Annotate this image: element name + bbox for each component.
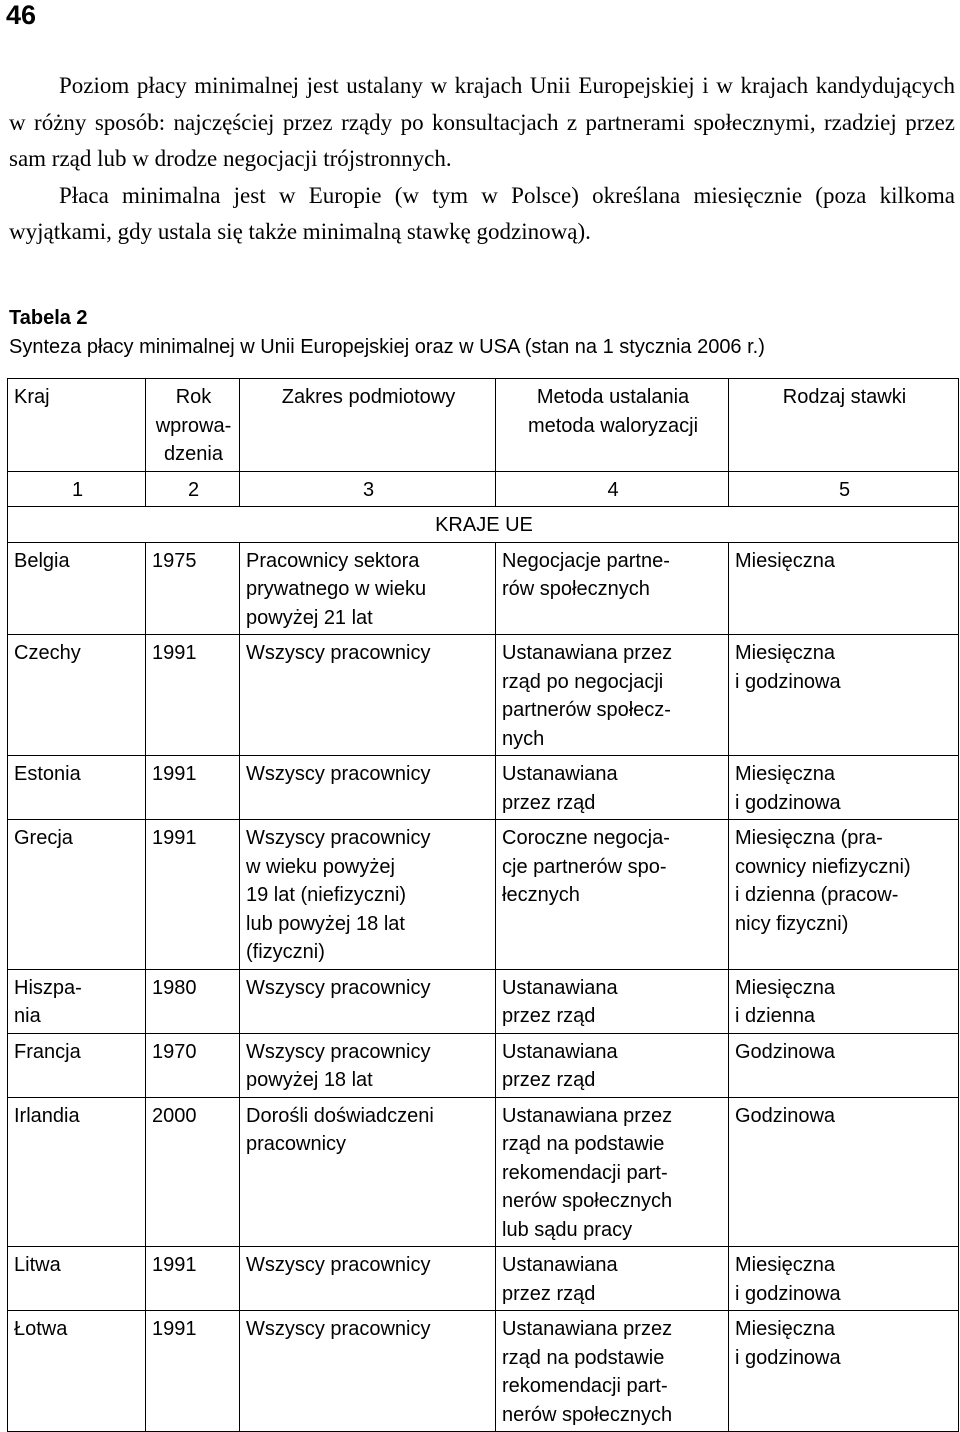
body-text — [9, 68, 955, 251]
cell-rate — [729, 542, 959, 635]
cell-line: lub powyżej 18 lat — [246, 912, 405, 935]
cell-line: Miesięczna — [735, 976, 836, 999]
cell-method — [496, 969, 729, 1033]
table-header-row — [8, 379, 959, 472]
cell-line: Wszyscy pracownicy — [246, 976, 431, 999]
cell-line: rów społecznych — [502, 578, 650, 600]
cell-line: nicy fizyczni) — [735, 912, 849, 935]
cell-country — [8, 756, 146, 820]
cell-year: 2000 — [146, 1097, 240, 1247]
cell-line: Miesięczna — [735, 763, 836, 785]
cell-country — [8, 542, 146, 635]
cell-line: Dorośli doświadczeni — [246, 1104, 434, 1127]
cell-line: Kraj — [14, 386, 50, 408]
table-row — [8, 542, 959, 635]
cell-line: Miesięczna — [735, 1318, 836, 1340]
cell-country — [8, 635, 146, 756]
column-number: 4 — [496, 471, 729, 507]
cell-line: Rok — [175, 386, 212, 408]
cell-line: i godzinowa — [735, 791, 841, 814]
cell-line: przez rząd — [502, 791, 596, 814]
cell-line: rząd po negocjacji — [502, 670, 664, 693]
cell-line: Estonia — [14, 763, 81, 785]
cell-line: partnerów społecz- — [502, 699, 671, 721]
cell-line: Wszyscy pracownicy — [246, 1318, 431, 1340]
cell-scope — [240, 820, 496, 970]
page-number: 46 — [6, 0, 37, 30]
header-country — [8, 379, 146, 472]
cell-method — [496, 542, 729, 635]
cell-rate — [729, 635, 959, 756]
cell-method — [496, 1311, 729, 1432]
table-caption: Synteza płacy minimalnej w Unii Europejskiej oraz w USA (stan na 1 stycznia 2006 r.) — [9, 336, 765, 358]
cell-line: Miesięczna — [735, 549, 836, 572]
cell-country — [8, 1097, 146, 1247]
paragraph: Poziom płacy minimalnej jest ustalany w krajach Unii Europejskiej i w krajach kandydujących w różny sposób: najczęściej przez rządy po konsultacjach z partnerami społecznymi, rzadziej przez sam rząd lub w drodze negocjacji trójstronnych. — [9, 73, 955, 171]
cell-method — [496, 820, 729, 970]
cell-line: Negocjacje partne- — [502, 549, 670, 572]
section-heading: KRAJE UE — [8, 507, 959, 543]
cell-country — [8, 1247, 146, 1311]
table-row — [8, 1033, 959, 1097]
table-row — [8, 756, 959, 820]
cell-country — [8, 969, 146, 1033]
cell-method — [496, 635, 729, 756]
cell-line: nia — [14, 1005, 41, 1027]
table-row — [8, 820, 959, 970]
cell-line: przez rząd — [502, 1282, 596, 1305]
cell-line: Miesięczna (pra- — [735, 827, 883, 849]
cell-line: Rodzaj stawki — [782, 386, 907, 408]
column-number: 2 — [146, 471, 240, 507]
cell-line: Belgia — [14, 549, 70, 572]
cell-year: 1980 — [146, 969, 240, 1033]
cell-line: nych — [502, 727, 545, 750]
cell-line: powyżej 21 lat — [246, 606, 373, 629]
cell-method — [496, 1097, 729, 1247]
cell-scope — [240, 1097, 496, 1247]
cell-line: i dzienna — [735, 1005, 816, 1027]
cell-scope — [240, 756, 496, 820]
cell-line: (fizyczni) — [246, 941, 325, 963]
cell-line: wprowa- — [155, 414, 232, 437]
cell-year: 1991 — [146, 756, 240, 820]
cell-line: Wszyscy pracownicy — [246, 642, 431, 664]
cell-line: Ustanawiana przez — [502, 642, 673, 664]
cell-line: 19 lat (niefizyczni) — [246, 884, 407, 906]
cell-line: powyżej 18 lat — [246, 1069, 373, 1091]
cell-rate — [729, 1247, 959, 1311]
cell-line: łecznych — [502, 884, 580, 906]
cell-year: 1991 — [146, 820, 240, 970]
cell-line: Wszyscy pracownicy — [246, 763, 431, 785]
column-number-row — [8, 471, 959, 507]
cell-method — [496, 1033, 729, 1097]
cell-line: Miesięczna — [735, 1254, 836, 1276]
column-number: 5 — [729, 471, 959, 507]
cell-line: Hiszpa- — [14, 976, 82, 999]
cell-line: Wszyscy pracownicy — [246, 827, 431, 849]
cell-line: przez rząd — [502, 1069, 596, 1091]
table-row — [8, 635, 959, 756]
cell-line: Irlandia — [14, 1104, 80, 1127]
cell-scope — [240, 542, 496, 635]
cell-line: Wszyscy pracownicy — [246, 1040, 431, 1063]
cell-line: cownicy niefizyczni) — [735, 855, 911, 878]
cell-line: i godzinowa — [735, 1282, 841, 1305]
table-row — [8, 1097, 959, 1247]
cell-rate — [729, 820, 959, 970]
cell-line: rekomendacji part- — [502, 1161, 668, 1184]
cell-line: Ustanawiana — [502, 1254, 618, 1276]
cell-line: Ustanawiana przez — [502, 1318, 673, 1340]
cell-line: rząd na podstawie — [502, 1346, 665, 1369]
cell-rate — [729, 756, 959, 820]
cell-line: cje partnerów spo- — [502, 855, 667, 878]
cell-year: 1991 — [146, 1311, 240, 1432]
cell-line: Ustanawiana — [502, 976, 618, 999]
cell-line: Zakres podmiotowy — [281, 386, 456, 408]
table-row — [8, 1247, 959, 1311]
cell-line: Ustanawiana przez — [502, 1104, 673, 1127]
cell-line: Pracownicy sektora — [246, 549, 420, 572]
cell-line: rząd na podstawie — [502, 1133, 665, 1155]
cell-line: Łotwa — [14, 1318, 68, 1340]
cell-country — [8, 1311, 146, 1432]
cell-line: Ustanawiana — [502, 1040, 618, 1063]
cell-line: Ustanawiana — [502, 763, 618, 785]
cell-line: przez rząd — [502, 1005, 596, 1027]
cell-line: Litwa — [14, 1254, 61, 1276]
cell-year: 1991 — [146, 635, 240, 756]
header-method — [496, 379, 729, 472]
table-label: Tabela 2 — [9, 307, 88, 329]
cell-country — [8, 820, 146, 970]
cell-scope — [240, 1033, 496, 1097]
cell-line: w wieku powyżej — [246, 855, 395, 878]
cell-rate — [729, 1311, 959, 1432]
minimum-wage-table — [7, 378, 959, 1432]
cell-rate — [729, 969, 959, 1033]
cell-line: Miesięczna — [735, 642, 836, 664]
header-rate — [729, 379, 959, 472]
cell-line: Wszyscy pracownicy — [246, 1254, 431, 1276]
cell-method — [496, 1247, 729, 1311]
cell-line: i dzienna (pracow- — [735, 884, 899, 906]
cell-country — [8, 1033, 146, 1097]
column-number: 3 — [240, 471, 496, 507]
cell-line: i godzinowa — [735, 1346, 841, 1369]
cell-scope — [240, 1311, 496, 1432]
cell-line: nerów społecznych — [502, 1403, 673, 1426]
header-year — [146, 379, 240, 472]
table-row — [8, 969, 959, 1033]
cell-line: dzenia — [164, 443, 223, 465]
cell-scope — [240, 635, 496, 756]
table-row — [8, 1311, 959, 1432]
cell-rate — [729, 1097, 959, 1247]
cell-line: pracownicy — [246, 1133, 347, 1155]
cell-line: Godzinowa — [735, 1104, 836, 1127]
cell-year: 1975 — [146, 542, 240, 635]
cell-method — [496, 756, 729, 820]
cell-line: prywatnego w wieku — [246, 578, 427, 600]
cell-line: Coroczne negocja- — [502, 827, 670, 849]
cell-year: 1991 — [146, 1247, 240, 1311]
cell-line: nerów społecznych — [502, 1190, 673, 1212]
cell-line: rekomendacji part- — [502, 1375, 668, 1397]
cell-line: Metoda ustalania — [536, 386, 690, 408]
cell-year: 1970 — [146, 1033, 240, 1097]
column-number: 1 — [8, 471, 146, 507]
cell-line: Francja — [14, 1040, 81, 1063]
cell-line: lub sądu pracy — [502, 1218, 633, 1241]
cell-line: i godzinowa — [735, 670, 841, 693]
cell-line: metoda waloryzacji — [527, 414, 699, 437]
paragraph: Płaca minimalna jest w Europie (w tym w Polsce) określana miesięcznie (poza kilkoma wyjątkami, gdy ustala się także minimalną stawkę godzinową). — [9, 182, 955, 244]
cell-scope — [240, 969, 496, 1033]
header-scope — [240, 379, 496, 472]
cell-rate — [729, 1033, 959, 1097]
cell-line: Grecja — [14, 827, 73, 849]
section-row — [8, 507, 959, 543]
cell-line: Godzinowa — [735, 1040, 836, 1063]
cell-line: Czechy — [14, 642, 81, 664]
cell-scope — [240, 1247, 496, 1311]
